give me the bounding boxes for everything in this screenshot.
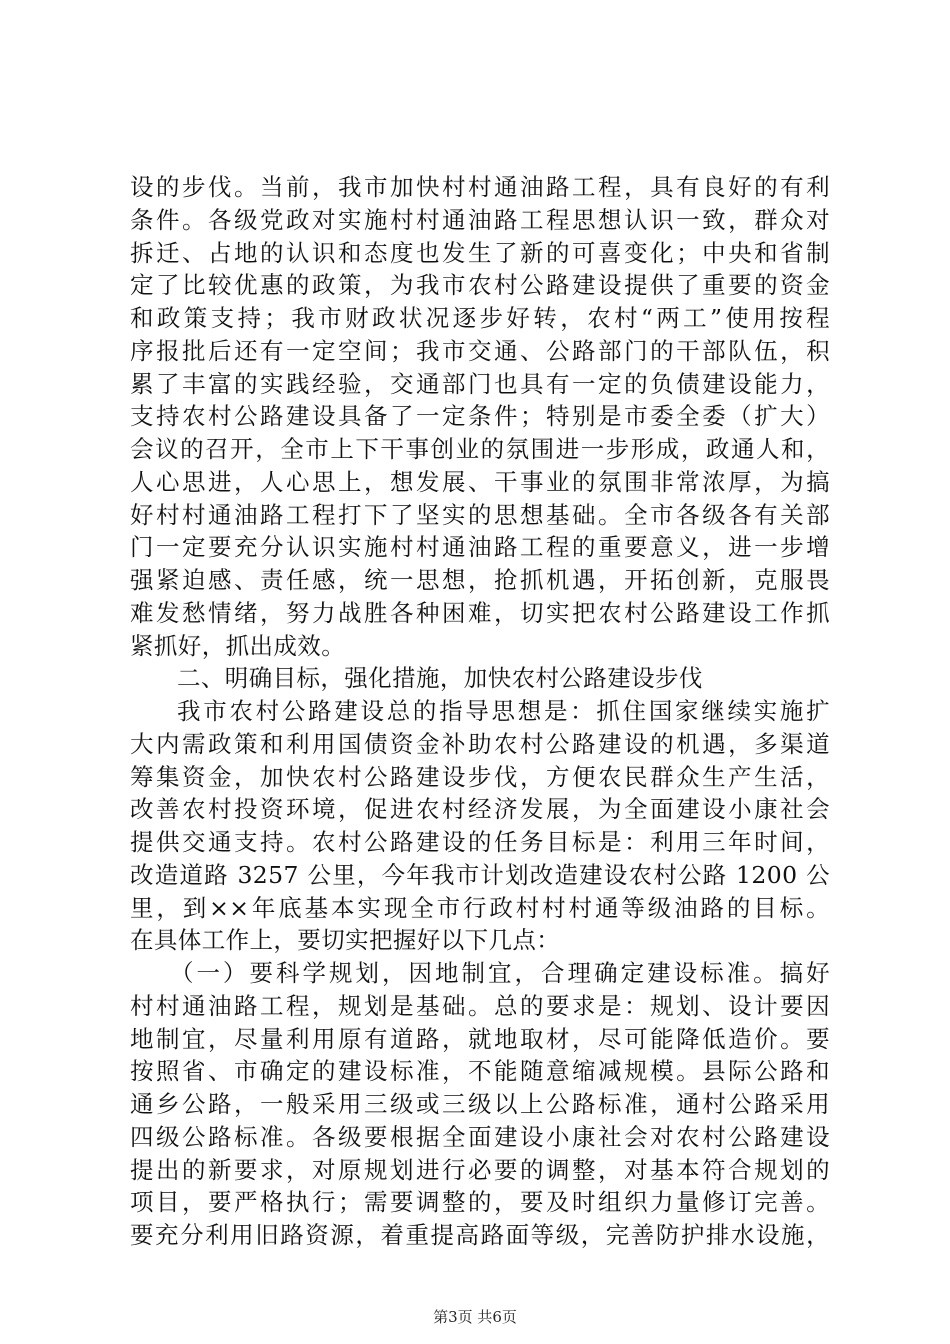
- page-footer: [0, 1307, 950, 1327]
- paragraph-line: 四级公路标准。各级要根据全面建设小康社会对农村公路建设: [130, 1122, 830, 1151]
- paragraph-line: 改善农村投资环境，促进农村经济发展，为全面建设小康社会: [130, 795, 830, 824]
- paragraph-line: 村村通油路工程，规划是基础。总的要求是：规划、设计要因: [130, 991, 830, 1020]
- paragraph-line: 设的步伐。当前，我市加快村村通油路工程，具有良好的有利: [130, 173, 830, 201]
- paragraph-line: 我市农村公路建设总的指导思想是：抓住国家继续实施扩: [177, 697, 830, 725]
- paragraph-line: 难发愁情绪，努力战胜各种困难，切实把农村公路建设工作抓: [130, 598, 830, 627]
- paragraph-line: 拆迁、占地的认识和态度也发生了新的可喜变化；中央和省制: [130, 238, 830, 267]
- paragraph-line: 紧抓好，抓出成效。: [130, 631, 346, 660]
- document-body: [130, 171, 830, 1252]
- paragraph-line: 累了丰富的实践经验，交通部门也具有一定的负债建设能力，: [130, 369, 830, 398]
- paragraph-line: 提供交通支持。农村公路建设的任务目标是：利用三年时间，: [130, 828, 830, 856]
- paragraph-line: 序报批后还有一定空间；我市交通、公路部门的干部队伍，积: [130, 336, 830, 365]
- paragraph-line: 好村村通油路工程打下了坚实的思想基础。全市各级各有关部: [130, 500, 830, 529]
- paragraph-line: 在具体工作上，要切实把握好以下几点：: [130, 926, 561, 955]
- paragraph-line: 定了比较优惠的政策，为我市农村公路建设提供了重要的资金: [130, 271, 830, 300]
- page-number: 第3页 共6页: [433, 1308, 517, 1326]
- paragraph-line: 强紧迫感、责任感，统一思想，抢抓机遇，开拓创新，克服畏: [130, 566, 830, 594]
- paragraph-line: 要充分利用旧路资源，着重提高路面等级，完善防护排水设施，: [130, 1221, 830, 1249]
- paragraph-line: 提出的新要求，对原规划进行必要的调整，对基本符合规划的: [130, 1155, 830, 1184]
- paragraph-line: 和政策支持；我市财政状况逐步好转，农村“两工”使用按程: [130, 304, 830, 332]
- paragraph-line: 项目，要严格执行；需要调整的，要及时组织力量修订完善。: [130, 1188, 830, 1217]
- section-heading: 二、明确目标，强化措施，加快农村公路建设步伐: [177, 664, 703, 693]
- paragraph-line: 里，到××年底基本实现全市行政村村村通等级油路的目标。: [130, 893, 830, 922]
- paragraph-line: 地制宜，尽量利用原有道路，就地取材，尽可能降低造价。要: [130, 1024, 830, 1053]
- paragraph-line: 按照省、市确定的建设标准，不能随意缩减规模。县际公路和: [130, 1057, 830, 1086]
- paragraph-line: 筹集资金，加快农村公路建设步伐，方便农民群众生产生活，: [130, 762, 830, 791]
- paragraph-line: 大内需政策和利用国债资金补助农村公路建设的机遇，多渠道: [130, 729, 830, 758]
- paragraph-line: 支持农村公路建设具备了一定条件；特别是市委全委（扩大）: [130, 402, 830, 431]
- paragraph-line: 通乡公路，一般采用三级或三级以上公路标准，通村公路采用: [130, 1090, 830, 1118]
- paragraph-line: 改造道路 3257 公里，今年我市计划改造建设农村公路 1200 公: [130, 860, 830, 889]
- paragraph-line: 会议的召开，全市上下干事创业的氛围进一步形成，政通人和，: [130, 435, 830, 463]
- paragraph-line: 条件。各级党政对实施村村通油路工程思想认识一致，群众对: [130, 205, 830, 234]
- paragraph-line: 人心思进，人心思上，想发展、干事业的氛围非常浓厚，为搞: [130, 467, 830, 496]
- paragraph-line: 门一定要充分认识实施村村通油路工程的重要意义，进一步增: [130, 533, 830, 562]
- subsection-line: （一）要科学规划，因地制宜，合理确定建设标准。搞好: [170, 959, 830, 987]
